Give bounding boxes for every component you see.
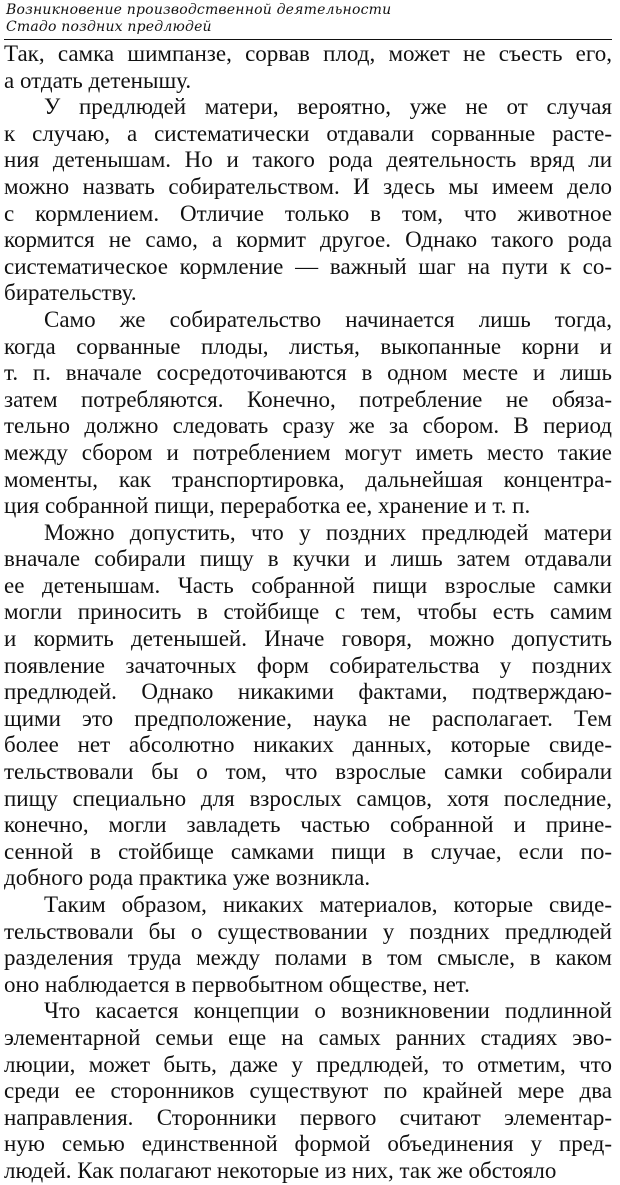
text-line: бирательству.: [4, 280, 137, 306]
text-line: тельствовали бы о том, что взрослые самки собирали: [4, 759, 612, 785]
text-line: а отдать детенышу.: [4, 67, 192, 93]
text-line: люции, может быть, даже у предлюдей, то отметим, что: [4, 1051, 612, 1077]
text-line: оно наблюдается в первобытном обществе, нет.: [4, 971, 470, 997]
text-line: и кормить детенышей. Иначе говоря, можно допустить: [4, 626, 612, 652]
text-line: между сбором и потреблением могут иметь место такие: [4, 439, 612, 465]
header-rule: [4, 39, 612, 40]
text-line: моменты, как транспортировка, дальнейшая концентра-: [4, 466, 612, 492]
text-line: Можно допустить, что у поздних предлюдей матери: [44, 519, 612, 545]
text-line: конечно, могли завладеть частью собранной и прине-: [4, 812, 612, 838]
running-header: [6, 2, 612, 36]
text-line: тельствовали бы о существовании у поздних предлюдей: [4, 918, 612, 944]
text-line: Что касается концепции о возникновении подлинной: [44, 998, 612, 1024]
paragraph: [4, 94, 612, 307]
text-line: элементарной семьи еще на самых ранних стадиях эво-: [4, 1024, 612, 1050]
text-line: предлюдей. Однако никакими фактами, подтверждаю-: [4, 679, 612, 705]
text-line: с кормлением. Отличие только в том, что животное: [4, 200, 612, 226]
text-line: более нет абсолютно никаких данных, которые свиде-: [4, 732, 612, 758]
text-line: добного рода практика уже возникла.: [4, 865, 371, 891]
paragraph: [4, 307, 612, 520]
paragraph: [4, 520, 612, 892]
text-line: вначале собирали пищу в кучки и лишь затем отдавали: [4, 546, 612, 572]
running-header-section: Стадо поздних предлюдей: [6, 19, 212, 35]
paragraph: [4, 41, 612, 94]
text-line: ния детенышам. Но и такого рода деятельность вряд ли: [4, 147, 612, 173]
text-line: щими это предположение, наука не располагает. Тем: [4, 705, 612, 731]
text-line: затем потребляются. Конечно, потребление не обяза-: [4, 386, 612, 412]
text-line: ее детенышам. Часть собранной пищи взрослые самки: [4, 572, 612, 598]
text-line: кормится не само, а кормит другое. Однако такого рода: [4, 227, 612, 253]
paragraph: [4, 998, 612, 1184]
text-line: направления. Сторонники первого считают элементар-: [4, 1104, 612, 1130]
text-line: тельно должно следовать сразу же за сбором. В период: [4, 413, 612, 439]
running-header-chapter: Возникновение производственной деятельности: [6, 2, 392, 18]
text-line: появление зачаточных форм собирательства у поздних: [4, 652, 612, 678]
text-line: ция собранной пищи, переработка ее, хранение и т. п.: [4, 493, 531, 519]
text-line: пищу специально для взрослых самцов, хотя последние,: [4, 785, 612, 811]
text-line: Таким образом, никаких материалов, которые свиде-: [44, 892, 612, 917]
text-line: ную семью единственной формой объединения у пред-: [4, 1131, 612, 1157]
page-body-text: [4, 41, 612, 1185]
text-line: могли приносить в стойбище с тем, чтобы есть самим: [4, 599, 612, 625]
text-line: т. п. вначале сосредоточиваются в одном месте и лишь: [4, 360, 612, 386]
text-line: среди ее сторонников существуют по крайней мере два: [4, 1078, 612, 1104]
text-line: Само же собирательство начинается лишь тогда,: [44, 306, 612, 332]
text-line: когда сорванные плоды, листья, выкопанные корни и: [4, 333, 612, 359]
text-line: Так, самка шимпанзе, сорвав плод, может не съесть его,: [4, 41, 612, 66]
text-line: к случаю, а систематически отдавали сорванные расте-: [4, 120, 612, 146]
text-line: можно назвать собирательством. И здесь мы имеем дело: [4, 173, 612, 199]
text-line: У предлюдей матери, вероятно, уже не от случая: [44, 94, 612, 120]
text-line: систематическое кормление — важный шаг на пути к со-: [4, 253, 612, 279]
text-line: людей. Как полагают некоторые из них, так же обстояло: [4, 1157, 557, 1183]
paragraph: [4, 892, 612, 998]
text-line: сенной в стойбище самками пищи в случае, если по-: [4, 838, 612, 864]
text-line: разделения труда между полами в том смысле, в каком: [4, 945, 612, 971]
